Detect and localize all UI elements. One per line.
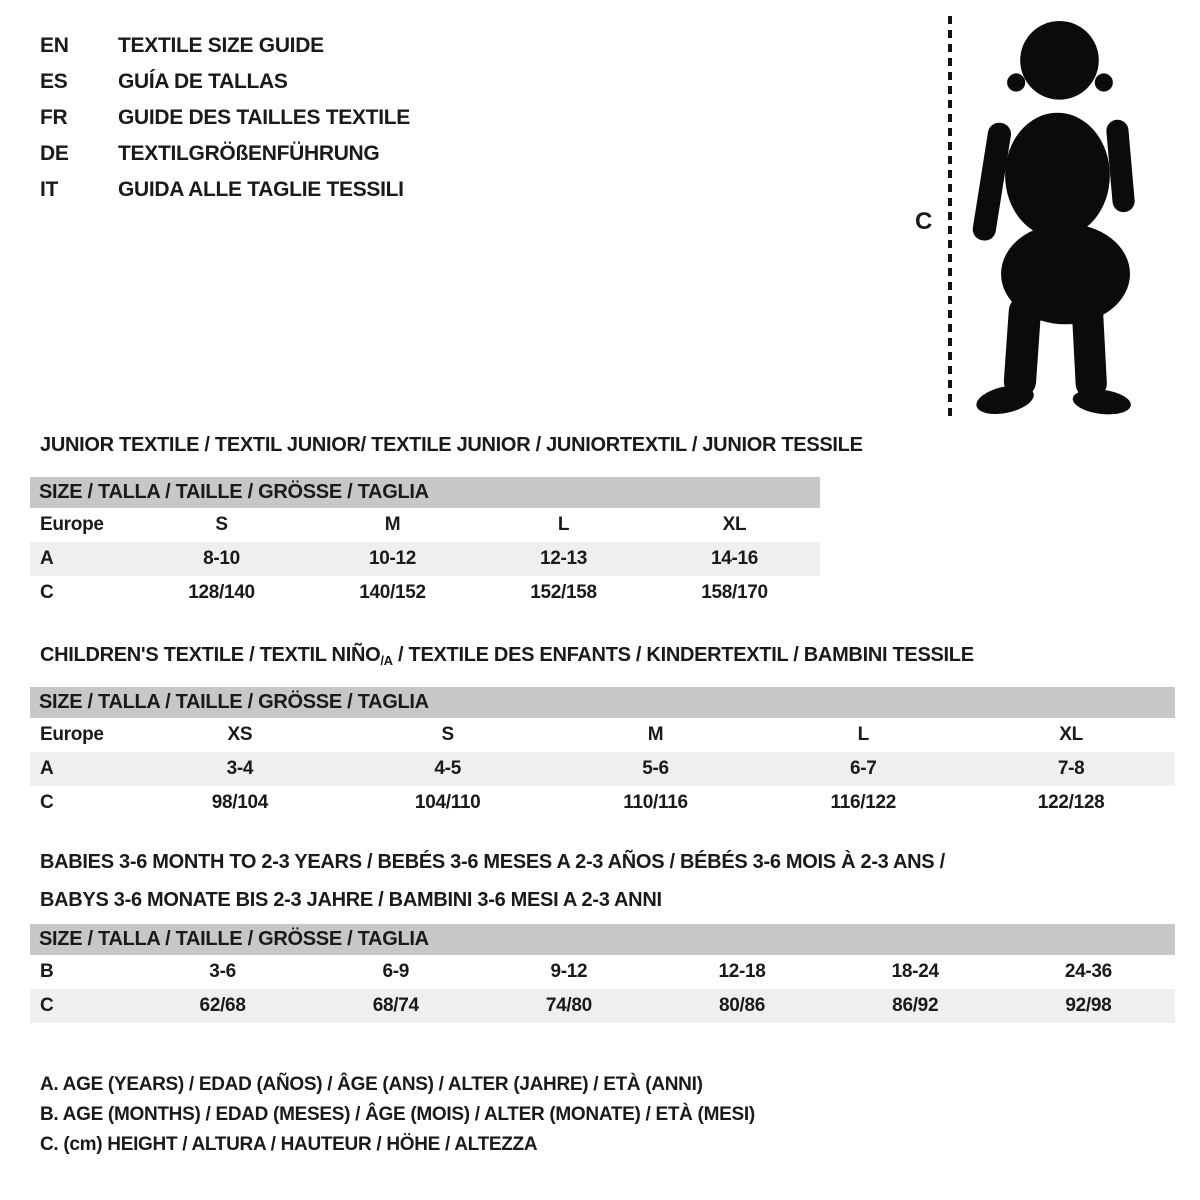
value-cell: 9-12 bbox=[550, 961, 588, 982]
value-cell: 18-24 bbox=[891, 961, 939, 982]
table-row-age bbox=[30, 752, 1175, 786]
measure-legend bbox=[40, 1070, 755, 1160]
value-cell: 68/74 bbox=[309, 989, 482, 1023]
babies-section-title bbox=[40, 843, 945, 919]
table-row-height bbox=[30, 989, 1175, 1023]
junior-size-table bbox=[30, 477, 820, 610]
row-label-cell: A bbox=[30, 752, 136, 786]
size-header-cell: SIZE / TALLA / TAILLE / GRÖSSE / TAGLIA bbox=[30, 924, 1175, 955]
junior-section-title: JUNIOR TEXTILE / TEXTIL JUNIOR/ TEXTILE JUNIOR / JUNIORTEXTIL / JUNIOR TESSILE bbox=[40, 434, 863, 456]
language-title: TEXTILE SIZE GUIDE bbox=[118, 34, 324, 57]
children-title-rest: / TEXTILE DES ENFANTS / KINDERTEXTIL / BAMBINI TESSILE bbox=[392, 644, 974, 666]
row-label-cell: A bbox=[30, 542, 136, 576]
row-label-cell: C bbox=[30, 989, 136, 1023]
value-cell: 4-5 bbox=[344, 752, 552, 786]
table-row-europe bbox=[30, 718, 1175, 752]
babies-title-line-1: BABIES 3-6 MONTH TO 2-3 YEARS / BEBÉS 3-6 MESES A 2-3 AÑOS / BÉBÉS 3-6 MOIS À 2-3 ANS / bbox=[40, 851, 945, 873]
language-title: GUIDA ALLE TAGLIE TESSILI bbox=[118, 178, 404, 201]
table-row-europe bbox=[30, 508, 820, 542]
table-header-row bbox=[30, 687, 1175, 718]
row-label-cell: B bbox=[40, 961, 54, 982]
row-label-cell: C bbox=[40, 792, 54, 813]
value-cell: L bbox=[857, 724, 869, 745]
value-cell: 3-6 bbox=[209, 961, 236, 982]
value-cell: 7-8 bbox=[967, 752, 1175, 786]
value-cell: S bbox=[215, 514, 228, 535]
table-row-age bbox=[30, 542, 820, 576]
table-row-months bbox=[30, 955, 1175, 989]
value-cell: 158/170 bbox=[701, 582, 768, 603]
legend-line-b: B. AGE (MONTHS) / EDAD (MESES) / ÂGE (MOIS) / ALTER (MONATE) / ETÀ (MESI) bbox=[40, 1104, 755, 1125]
table-header-row bbox=[30, 924, 1175, 955]
height-dashed-line bbox=[948, 16, 952, 416]
value-cell: 3-4 bbox=[136, 752, 344, 786]
value-cell: 8-10 bbox=[136, 542, 307, 576]
language-row-de bbox=[40, 136, 410, 172]
value-cell: 12-18 bbox=[718, 961, 766, 982]
value-cell: 6-7 bbox=[759, 752, 967, 786]
table-header-row bbox=[30, 477, 820, 508]
language-row-es bbox=[40, 64, 410, 100]
language-code: DE bbox=[40, 142, 69, 165]
value-cell: 110/116 bbox=[623, 792, 688, 813]
row-label-cell: Europe bbox=[40, 724, 104, 745]
language-title: GUÍA DE TALLAS bbox=[118, 70, 288, 93]
height-figure bbox=[905, 12, 1185, 424]
height-measure-label: C bbox=[915, 208, 933, 235]
children-title-main: CHILDREN'S TEXTILE / TEXTIL NIÑO bbox=[40, 644, 381, 666]
language-title: TEXTILGRÖßENFÜHRUNG bbox=[118, 142, 380, 165]
language-code: IT bbox=[40, 178, 59, 201]
value-cell: XS bbox=[227, 724, 253, 745]
value-cell: 140/152 bbox=[359, 582, 426, 603]
language-row-it bbox=[40, 172, 410, 208]
value-cell: 62/68 bbox=[136, 989, 309, 1023]
value-cell: 14-16 bbox=[649, 542, 820, 576]
size-header-cell: SIZE / TALLA / TAILLE / GRÖSSE / TAGLIA bbox=[30, 477, 820, 508]
table-row-height bbox=[30, 576, 820, 610]
size-header-cell: SIZE / TALLA / TAILLE / GRÖSSE / TAGLIA bbox=[30, 687, 1175, 718]
value-cell: 86/92 bbox=[829, 989, 1002, 1023]
value-cell: 80/86 bbox=[655, 989, 828, 1023]
language-row-en bbox=[40, 28, 410, 64]
value-cell: 12-13 bbox=[478, 542, 649, 576]
language-title: GUIDE DES TAILLES TEXTILE bbox=[118, 106, 410, 129]
language-code: ES bbox=[40, 70, 68, 93]
value-cell: L bbox=[557, 514, 570, 535]
value-cell: XL bbox=[1059, 724, 1083, 745]
value-cell: 74/80 bbox=[482, 989, 655, 1023]
value-cell: 116/122 bbox=[830, 792, 897, 813]
value-cell: XL bbox=[722, 514, 747, 535]
value-cell: M bbox=[647, 724, 664, 745]
value-cell: 98/104 bbox=[211, 792, 269, 813]
language-row-fr bbox=[40, 100, 410, 136]
legend-line-a: A. AGE (YEARS) / EDAD (AÑOS) / ÂGE (ANS) / ALTER (JAHRE) / ETÀ (ANNI) bbox=[40, 1074, 703, 1095]
value-cell: M bbox=[384, 514, 401, 535]
table-row-height bbox=[30, 786, 1175, 820]
value-cell: 128/140 bbox=[188, 582, 255, 603]
value-cell: 152/158 bbox=[530, 582, 597, 603]
babies-title-line-2: BABYS 3-6 MONATE BIS 2-3 JAHRE / BAMBINI 3-6 MESI A 2-3 ANNI bbox=[40, 889, 662, 911]
row-label-cell: Europe bbox=[40, 514, 104, 535]
value-cell: 92/98 bbox=[1002, 989, 1175, 1023]
children-size-table bbox=[30, 687, 1175, 820]
children-section-title bbox=[40, 644, 974, 668]
language-code: FR bbox=[40, 106, 68, 129]
value-cell: 122/128 bbox=[1037, 792, 1105, 813]
value-cell: 6-9 bbox=[382, 961, 410, 982]
children-title-subscript: /A bbox=[380, 653, 393, 668]
row-label-cell: C bbox=[40, 582, 54, 603]
value-cell: S bbox=[441, 724, 454, 745]
value-cell: 5-6 bbox=[552, 752, 760, 786]
toddler-silhouette-icon bbox=[957, 14, 1167, 422]
legend-line-c: C. (cm) HEIGHT / ALTURA / HAUTEUR / HÖHE / ALTEZZA bbox=[40, 1134, 538, 1155]
value-cell: 24-36 bbox=[1064, 961, 1112, 982]
value-cell: 104/110 bbox=[414, 792, 481, 813]
babies-size-table bbox=[30, 924, 1175, 1023]
language-code: EN bbox=[40, 34, 69, 57]
value-cell: 10-12 bbox=[307, 542, 478, 576]
language-list bbox=[40, 28, 410, 208]
